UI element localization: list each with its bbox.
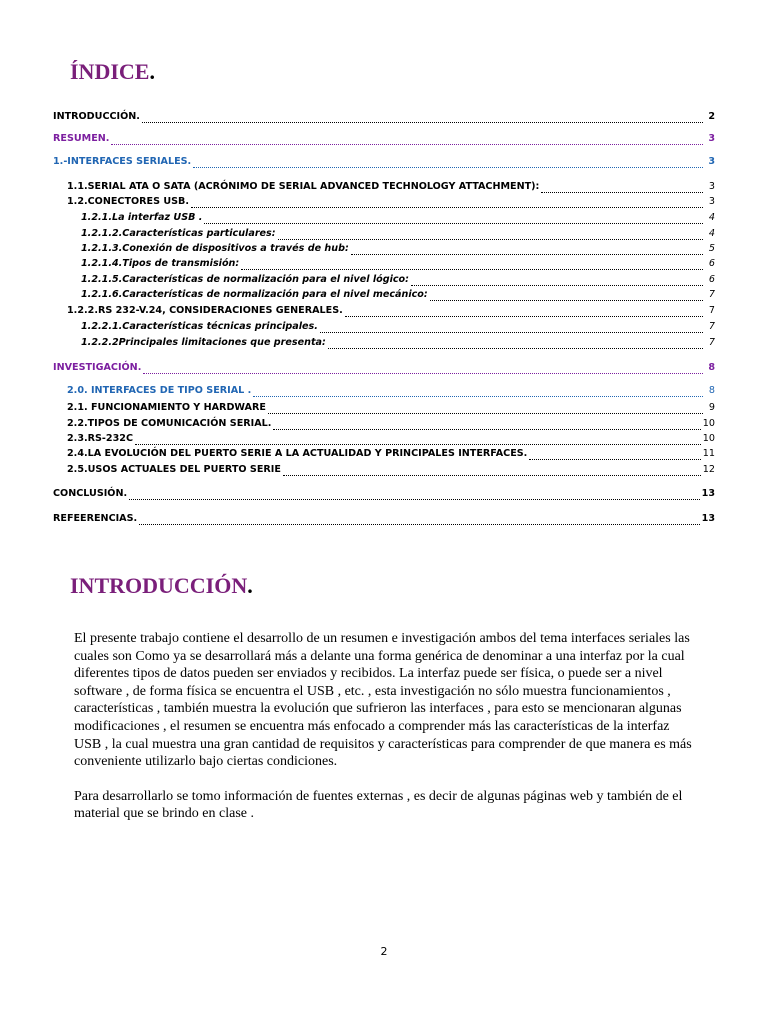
toc-entry-page: 7 bbox=[708, 289, 715, 300]
toc-entry-page: 3 bbox=[708, 156, 715, 167]
toc-title-dot: . bbox=[149, 59, 155, 84]
toc-leader-dots bbox=[351, 245, 703, 255]
toc-leader-dots bbox=[191, 198, 703, 208]
toc-entry-label: 2.5.USOS ACTUALES DEL PUERTO SERIE bbox=[67, 464, 281, 475]
toc-entry[interactable] bbox=[53, 288, 715, 301]
toc-entry[interactable] bbox=[53, 401, 715, 414]
toc-leader-dots bbox=[143, 364, 703, 374]
toc-entry-label: 1.2.CONECTORES USB. bbox=[67, 196, 190, 207]
toc-entry-page: 10 bbox=[702, 418, 715, 429]
toc-entry[interactable] bbox=[53, 242, 715, 255]
toc-entry-page: 5 bbox=[708, 243, 715, 254]
toc-entry-page: 2 bbox=[708, 111, 715, 122]
toc-leader-dots bbox=[204, 214, 703, 224]
toc-entry-label: 1.-INTERFACES SERIALES. bbox=[53, 156, 192, 167]
toc-leader-dots bbox=[345, 307, 703, 317]
toc-entry[interactable] bbox=[53, 384, 715, 397]
toc-entry-page: 7 bbox=[708, 337, 715, 348]
intro-title-dot: . bbox=[247, 573, 253, 598]
toc-entry-page: 7 bbox=[708, 305, 715, 316]
toc-leader-dots bbox=[142, 113, 703, 123]
toc-leader-dots bbox=[529, 450, 700, 460]
toc-entry-label: 1.2.1.5.Características de normalización para el nivel lógico: bbox=[81, 274, 409, 285]
toc-entry-page: 6 bbox=[708, 258, 715, 269]
toc-entry-label: 1.2.1.3.Conexión de dispositivos a través de hub: bbox=[81, 243, 349, 254]
intro-body bbox=[74, 630, 694, 840]
toc-entry-label: REFEERENCIAS. bbox=[53, 513, 138, 524]
toc-entry-page: 8 bbox=[708, 385, 715, 396]
toc-entry-page: 7 bbox=[708, 321, 715, 332]
toc-entry[interactable] bbox=[53, 211, 715, 224]
toc-entry[interactable] bbox=[53, 447, 715, 460]
toc-entry-label: 2.3.RS-232C bbox=[67, 433, 133, 444]
toc-entry-page: 4 bbox=[708, 212, 715, 223]
toc-entry-label: 1.1.SERIAL ATA O SATA (ACRÓNIMO DE SERIAL ADVANCED TECHNOLOGY ATTACHMENT): bbox=[67, 181, 540, 192]
toc-entry[interactable] bbox=[53, 227, 715, 240]
toc-entry-page: 9 bbox=[708, 402, 715, 413]
page-number: 2 bbox=[380, 945, 388, 958]
toc-entry-label: 2.2.TIPOS DE COMUNICACIÓN SERIAL. bbox=[67, 418, 272, 429]
toc-entry[interactable] bbox=[53, 336, 715, 349]
toc-entry-page: 11 bbox=[702, 448, 715, 459]
toc-leader-dots bbox=[320, 323, 703, 333]
toc-entry-page: 3 bbox=[708, 181, 715, 192]
toc-entry[interactable] bbox=[53, 195, 715, 208]
toc-title-text: ÍNDICE bbox=[70, 59, 150, 84]
toc-entry[interactable] bbox=[53, 487, 715, 500]
toc-leader-dots bbox=[328, 339, 703, 349]
toc-entry-page: 3 bbox=[708, 133, 715, 144]
toc-entry-label: 2.4.LA EVOLUCIÓN DEL PUERTO SERIE A LA ACTUALIDAD Y PRINCIPALES INTERFACES. bbox=[67, 448, 528, 459]
toc-entry[interactable] bbox=[53, 132, 715, 145]
toc-entry-page: 3 bbox=[708, 196, 715, 207]
toc-entry-page: 8 bbox=[708, 362, 715, 373]
toc-leader-dots bbox=[135, 435, 701, 445]
toc-leader-dots bbox=[253, 387, 703, 397]
intro-title-text: INTRODUCCIÓN bbox=[70, 573, 248, 598]
toc-entry-label: 1.2.1.4.Tipos de transmisión: bbox=[81, 258, 240, 269]
toc-entry[interactable] bbox=[53, 417, 715, 430]
toc-entry-page: 13 bbox=[701, 513, 715, 524]
toc-entry-page: 13 bbox=[701, 488, 715, 499]
toc-entry[interactable] bbox=[53, 180, 715, 193]
toc-leader-dots bbox=[139, 515, 699, 525]
toc-entry-label: 1.2.2.1.Características técnicas principales. bbox=[81, 321, 318, 332]
toc-leader-dots bbox=[268, 404, 703, 414]
toc-entry-label: 2.1. FUNCIONAMIENTO Y HARDWARE bbox=[67, 402, 266, 413]
toc-leader-dots bbox=[111, 135, 703, 145]
toc-entry-label: CONCLUSIÓN. bbox=[53, 488, 128, 499]
toc-leader-dots bbox=[411, 276, 703, 286]
toc-leader-dots bbox=[193, 158, 703, 168]
toc-entry-label: 1.2.1.6.Características de normalización para el nivel mecánico: bbox=[81, 289, 428, 300]
toc-leader-dots bbox=[283, 466, 701, 476]
toc-leader-dots bbox=[278, 230, 703, 240]
toc-entry-page: 4 bbox=[708, 228, 715, 239]
intro-paragraph: Para desarrollarlo se tomo información de fuentes externas , es decir de algunas páginas web y también de el material que se brindo en clase . bbox=[74, 788, 683, 822]
toc-entry-label: RESUMEN. bbox=[53, 133, 110, 144]
toc-leader-dots bbox=[541, 183, 703, 193]
toc-leader-dots bbox=[241, 260, 703, 270]
toc-entry-label: 1.2.2.RS 232-V.24, CONSIDERACIONES GENERALES. bbox=[67, 305, 343, 316]
toc-entry[interactable] bbox=[53, 320, 715, 333]
toc-entry-label: 1.2.1.La interfaz USB . bbox=[81, 212, 203, 223]
toc-entry[interactable] bbox=[53, 463, 715, 476]
toc-entry-label: INVESTIGACIÓN. bbox=[53, 362, 142, 373]
toc-title bbox=[70, 59, 155, 85]
toc-entry[interactable] bbox=[53, 273, 715, 286]
toc-leader-dots bbox=[129, 490, 700, 500]
toc-entry[interactable] bbox=[53, 432, 715, 445]
toc-entry-label: 2.0. INTERFACES DE TIPO SERIAL . bbox=[67, 385, 252, 396]
intro-title bbox=[70, 573, 253, 599]
toc-entry-label: INTRODUCCIÓN. bbox=[53, 111, 140, 122]
toc-entry-page: 6 bbox=[708, 274, 715, 285]
toc-entry[interactable] bbox=[53, 155, 715, 168]
toc-leader-dots bbox=[430, 291, 703, 301]
toc-entry[interactable] bbox=[53, 110, 715, 123]
toc-entry[interactable] bbox=[53, 257, 715, 270]
toc-entry[interactable] bbox=[53, 304, 715, 317]
intro-paragraph: El presente trabajo contiene el desarrollo de un resumen e investigación ambos del tema interfaces seriales las cuales son Como ya se desarrollará más a delante una forma genérica de denominar a una interfaz por la cual diferentes tipos de datos pueden ser enviados y recibidos. La interfaz puede ser física, o puede ser a nivel software , de forma física se encuentra el USB , etc. , esta investigación no sólo muestra funcionamientos , características , también muestra la evolución que sufrieron las interfaces , para esto se mencionaran algunas modificaciones , el resumen se encuentra más enfocado a comprender más las características de la interfaz USB , la cual muestra una gran cantidad de requisitos y características para comprender de que manera es más conveniente utilizarlo bajo ciertas condiciones. bbox=[74, 631, 692, 770]
toc-entry-page: 10 bbox=[702, 433, 715, 444]
toc-entry[interactable] bbox=[53, 361, 715, 374]
toc-entry-label: 1.2.2.2Principales limitaciones que presenta: bbox=[81, 337, 326, 348]
toc-entry-page: 12 bbox=[702, 464, 715, 475]
toc-leader-dots bbox=[273, 420, 700, 430]
toc-entry-label: 1.2.1.2.Características particulares: bbox=[81, 228, 276, 239]
toc-entry[interactable] bbox=[53, 512, 715, 525]
